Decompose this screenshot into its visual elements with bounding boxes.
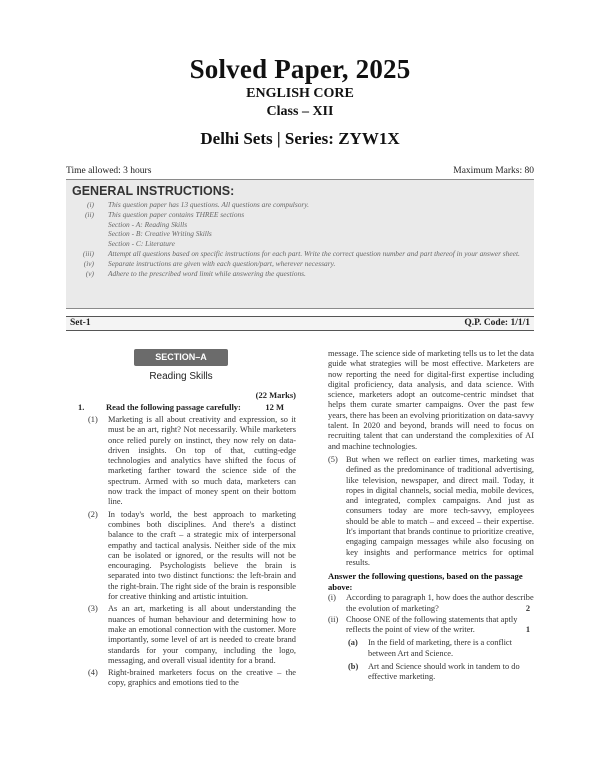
instruction-item: (i) This question paper has 13 questions. All questions are compulsory. xyxy=(87,200,309,209)
passage-paragraph: (4) Right-brained marketers focus on the creative – the copy, graphics and emotions tied to the xyxy=(88,668,296,688)
general-instructions-title: GENERAL INSTRUCTIONS: xyxy=(72,184,235,198)
answer-instructions: Answer the following questions, based on the passage above: xyxy=(328,571,523,592)
time-allowed: Time allowed: 3 hours xyxy=(66,166,152,176)
instruction-item: Section - C: Literature xyxy=(108,239,175,249)
left-column xyxy=(66,349,296,689)
section-a-label: SECTION–A xyxy=(134,349,228,366)
answer-option: (b) Art and Science should work in tandem to do effective marketing. xyxy=(348,662,520,682)
right-column xyxy=(328,349,534,683)
sub-question: (i) According to paragraph 1, how does the author describe the evolution of marketing? 2 xyxy=(328,593,534,613)
section-marks: (22 Marks) xyxy=(255,390,296,400)
instruction-item: (v) Adhere to the prescribed word limit while answering the questions. xyxy=(85,268,306,278)
sets-series-line: Delhi Sets | Series: ZYW1X xyxy=(200,129,400,148)
passage-paragraph: (2) In today's world, the best approach to marketing combines both disciplines. And there's a distinct balance to the craft – a strategic mix of interpersonal empathy and tactical analysis. Neither side of the mix can be isolated or ignored, or the results will not be encouraging. Psychologists believe the brain is separated into two distinct functions: the left-brain and the right-brain. The right side of the brain is responsible for creative thinking and artistic intuition. xyxy=(88,509,296,602)
instruction-item: (ii) This question paper contains THREE sections xyxy=(84,209,245,219)
instructions-list xyxy=(74,200,530,278)
paper-title: Solved Paper, 2025 xyxy=(189,54,411,84)
answer-option: (a) In the field of marketing, there is a conflict between Art and Science. xyxy=(348,638,512,658)
passage-paragraph: (5) But when we reflect on earlier times, marketing was defined as the predominance of traditional advertising, like television, newspaper, and direct mail. Today, it ropes in digital channels, social media, mobile devices, and integrated, complex campaigns. And just as consumers today are more tech-savvy, employees should be able to match – and exceed – their expertise. It's important that brands continue to prioritize creative, engaging campaign messages while also focusing on key insights and performance metrics for optimal results. xyxy=(328,454,534,567)
passage-paragraph: (1) Marketing is all about creativity and expression, so it must be an art, right? Not necessarily. While marketers once relied purely on instinct, they now rely on data-driven insights. On top of that, cutting-edge technologies and analytics have shifted the focus of marketing farther toward the science side of the spectrum. Armed with so much data, marketers can now track the impact of money spent on their bottom line. xyxy=(88,415,296,507)
subject-name: ENGLISH CORE xyxy=(246,86,354,101)
question-1-heading: 1. Read the following passage carefully: 12 M xyxy=(78,402,284,412)
instruction-item: Section - A: Reading Skills xyxy=(108,219,188,229)
set-label: Set-1 xyxy=(70,318,91,328)
passage-paragraph: (3) As an art, marketing is all about understanding the nuances of human behaviour and determining how to make an emotional connection with the customer. More importantly, some level of art is needed to create brand standards for your company, including the logo, messaging, and overall visual identity for a brand. xyxy=(88,604,296,665)
instruction-item: Section - B: Creative Writing Skills xyxy=(108,229,212,239)
maximum-marks: Maximum Marks: 80 xyxy=(453,166,534,176)
instruction-item: (iv) Separate instructions are given with each question/part, wherever necessary. xyxy=(83,258,336,268)
passage-continuation: message. The science side of marketing tells us to let the data guide what strategies will be most effective. Marketers are now reporting the need for digital-first expertise including digital proficiency, data analysis, and data science. With science, marketers adopt an outcome-centric mindset that helps them curate smarter campaigns. Over the past few years, there has been an evolving prioritization on data-savvy talent. In 2020 and beyond, brands will need to focus on recruiting talent that can understand the complexities of AI and machine technologies. xyxy=(328,349,534,451)
qp-code: Q.P. Code: 1/1/1 xyxy=(464,318,530,328)
class-line: Class – XII xyxy=(266,104,334,119)
set-code-bar xyxy=(66,316,534,331)
instruction-item: (iii) Attempt all questions based on specific instructions for each part. Write the correct question number and part thereof in your answer sheet. xyxy=(82,248,520,258)
section-name: Reading Skills xyxy=(149,371,213,382)
time-marks-row xyxy=(66,166,534,179)
general-instructions-box xyxy=(66,179,534,309)
sub-question: (ii) Choose ONE of the following statements that aptly reflects the point of view of the writer. 1 xyxy=(328,614,530,635)
